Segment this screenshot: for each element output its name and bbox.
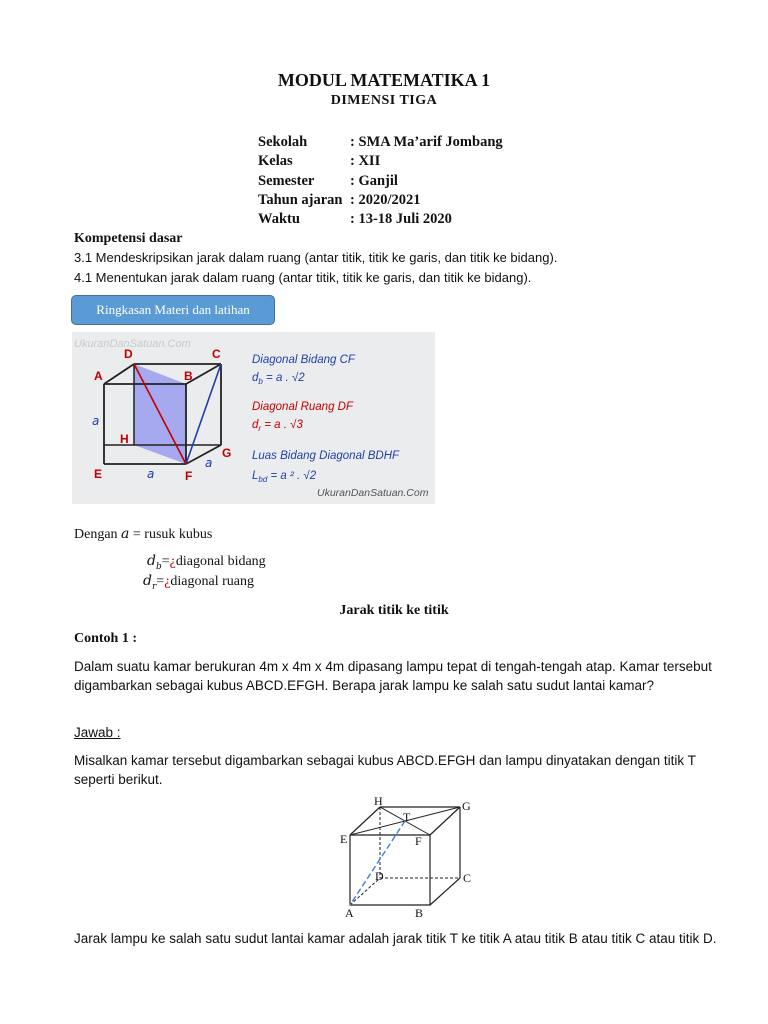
vertex-label-d: D bbox=[375, 869, 384, 883]
info-value: : SMA Ma’arif Jombang bbox=[350, 134, 503, 150]
definition-db: $d_b=¿diagonal$ bidang bbox=[147, 553, 266, 572]
watermark: UkuranDanSatuan.Com bbox=[317, 487, 429, 499]
info-value: : 2020/2021 bbox=[350, 191, 421, 208]
vertex-label-e: E bbox=[340, 832, 348, 846]
vertex-label-c: C bbox=[212, 347, 221, 361]
vertex-label-a: A bbox=[94, 369, 103, 383]
info-label: Waktu bbox=[258, 211, 300, 228]
info-label: Sekolah bbox=[258, 134, 308, 150]
definition-dr: $d_r=¿diagonal$ ruang bbox=[143, 573, 254, 592]
info-row-kelas bbox=[258, 152, 503, 171]
diagonal-bidang-title: Diagonal Bidang CF bbox=[252, 354, 355, 366]
vertex-label-f: F bbox=[415, 834, 422, 848]
module-subtitle: DIMENSI TIGA bbox=[330, 93, 438, 108]
cube-diagram-figure bbox=[72, 332, 435, 504]
cube-edge bbox=[430, 878, 460, 905]
info-value: : Ganjil bbox=[350, 172, 398, 189]
info-row-sekolah bbox=[258, 133, 503, 152]
info-label: Tahun ajaran bbox=[258, 191, 343, 208]
vertex-label-t: T bbox=[403, 810, 411, 824]
conclusion-text: Jarak lampu ke salah satu sudut lantai kamar adalah jarak titik T ke titik A atau titik B atau titik C atau titik D. bbox=[74, 931, 717, 946]
definition-rusuk: Dengan a = rusuk kubus bbox=[74, 526, 213, 542]
vertex-label-c: C bbox=[463, 871, 472, 885]
vertex-label-d: D bbox=[124, 347, 133, 361]
info-label: Semester bbox=[258, 172, 315, 189]
info-value: : 13-18 Juli 2020 bbox=[350, 211, 452, 228]
luas-bidang-formula: $L_{bd} = a$ ² . √2 bbox=[252, 470, 317, 484]
vertex-label-a: A bbox=[345, 906, 354, 920]
vertex-label-b: B bbox=[184, 369, 193, 383]
info-value: : XII bbox=[350, 153, 381, 170]
info-label: Kelas bbox=[258, 153, 293, 170]
answer-intro: Misalkan kamar tersebut digambarkan sebagai kubus ABCD.EFGH dan lampu dinyatakan dengan titik T seperti berikut. bbox=[74, 753, 696, 787]
diagonal-ruang-formula: $d_r = a$ . √3 bbox=[252, 419, 303, 433]
luas-bidang-title: Luas Bidang Diagonal BDHF bbox=[252, 450, 400, 462]
info-table bbox=[258, 133, 503, 229]
ringkasan-button[interactable]: Ringkasan Materi dan latihan bbox=[71, 295, 275, 325]
info-row-semester bbox=[258, 172, 503, 191]
edge-label-a: a bbox=[92, 414, 100, 428]
watermark-top: UkuranDanSatuan.Com bbox=[74, 338, 191, 350]
module-title: MODUL MATEMATIKA 1 bbox=[277, 70, 491, 90]
problem-text: Dalam suatu kamar berukuran 4m x 4m x 4m dipasang lampu tepat di tengah-tengah atap. Kamar tersebut digambarkan sebagai kubus ABCD.EFGH. Berapa jarak lampu ke salah satu sudut lantai kamar? bbox=[74, 659, 712, 693]
info-row-tahun bbox=[258, 191, 503, 210]
vertex-label-g: G bbox=[222, 446, 232, 460]
cube-edge bbox=[104, 364, 134, 384]
vertex-label-e: E bbox=[94, 467, 103, 481]
kompetensi-item: 4.1 Menentukan jarak dalam ruang (antar titik, titik ke garis, dan titik ke bidang). bbox=[74, 270, 532, 285]
vertex-label-b: B bbox=[415, 906, 424, 920]
edge-label-a: a bbox=[147, 467, 155, 481]
vertex-label-g: G bbox=[462, 799, 471, 813]
info-row-waktu bbox=[258, 210, 503, 229]
distance-line-ta bbox=[350, 821, 405, 905]
section-title: Jarak titik ke titik bbox=[339, 603, 449, 618]
kompetensi-title: Kompetensi dasar bbox=[74, 231, 183, 246]
contoh-title: Contoh 1 : bbox=[74, 631, 138, 646]
cube-diagram bbox=[72, 332, 435, 504]
diagonal-bidang-formula: $d_b = a$ . √2 bbox=[252, 372, 305, 386]
jawab-label: Jawab : bbox=[74, 725, 121, 740]
diagonal-ruang-title: Diagonal Ruang DF bbox=[252, 401, 354, 413]
kompetensi-item: 3.1 Mendeskripsikan jarak dalam ruang (antar titik, titik ke garis, dan titik ke bidang). bbox=[74, 250, 558, 265]
cube-lamp-diagram bbox=[333, 795, 483, 920]
vertex-label-h: H bbox=[120, 432, 129, 446]
vertex-label-f: F bbox=[185, 469, 193, 483]
vertex-label-h: H bbox=[374, 795, 383, 808]
edge-label-a: a bbox=[205, 456, 213, 470]
